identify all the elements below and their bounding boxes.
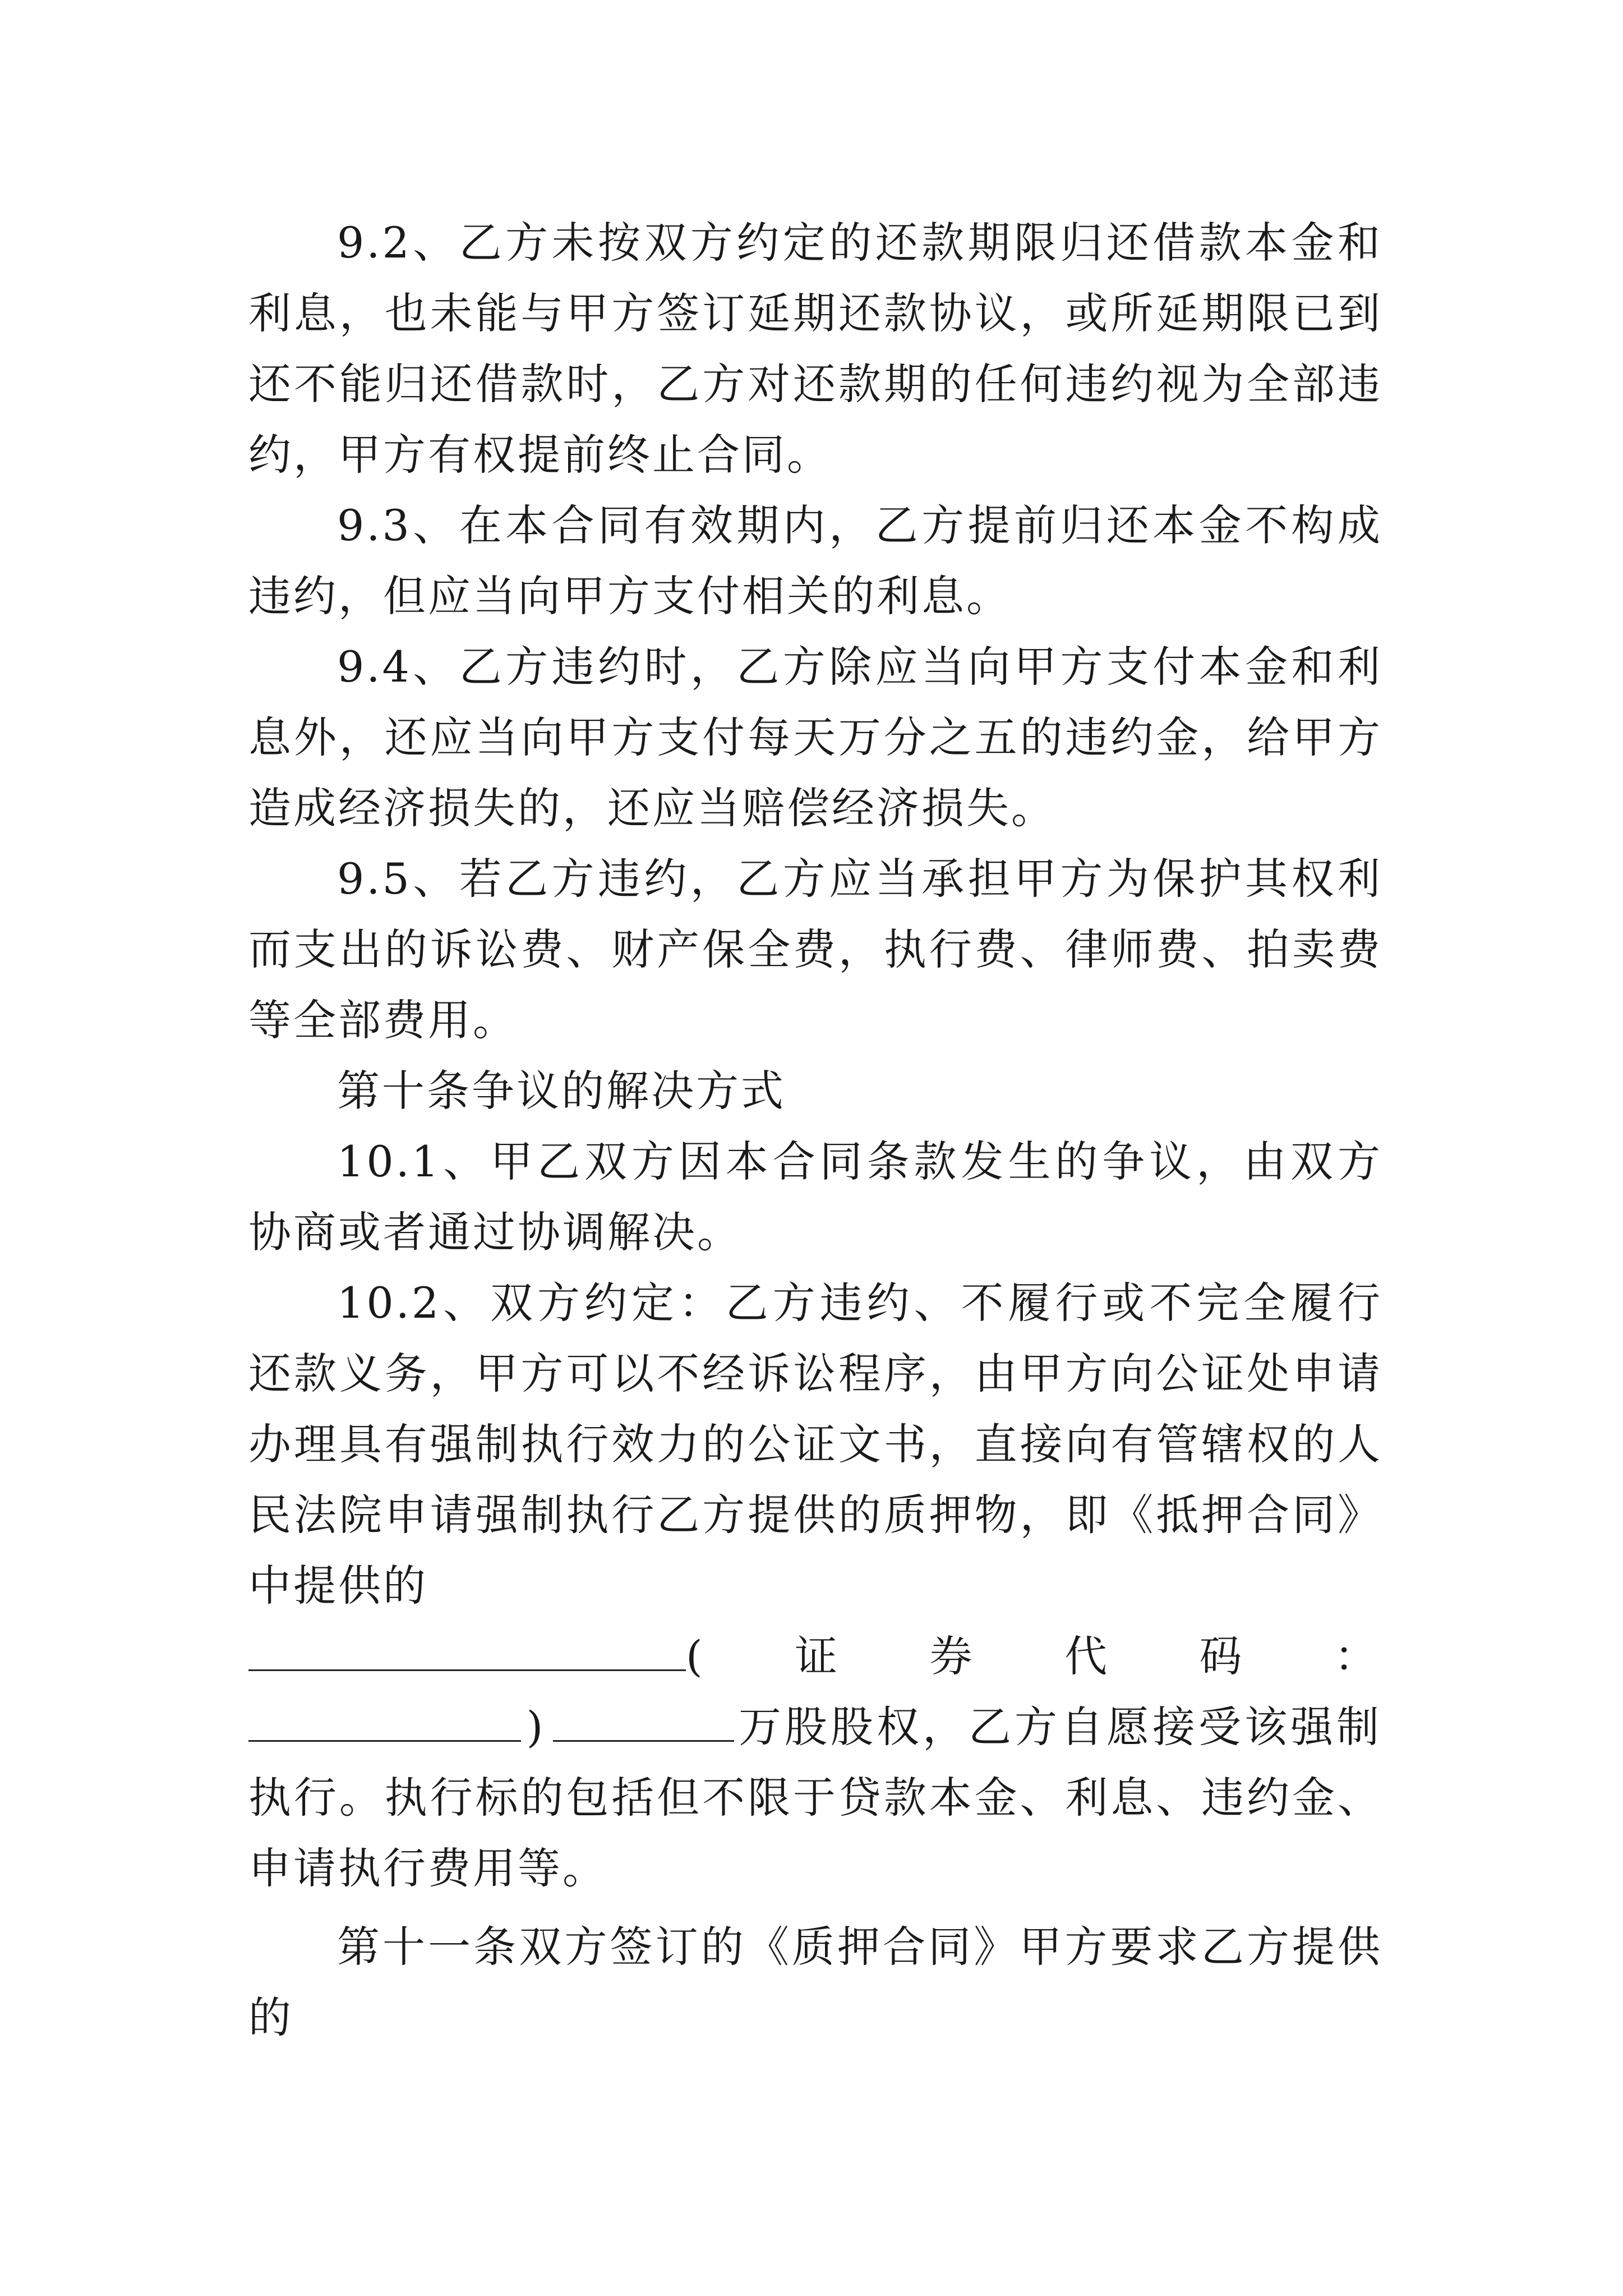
word-zheng: 证 (795, 1631, 838, 1681)
share-count-blank (553, 1696, 734, 1742)
clause-9-2: 9.2、乙方未按双方约定的还款期限归还借款本金和利息，也未能与甲方签订延期还款协议，或所延期限已到还不能归还借款时，乙方对还款期的任何违约视为全部违约，甲方有权提前终止合同。 (248, 218, 1382, 480)
word-ma: 码 (1199, 1631, 1242, 1681)
shares-line (248, 1692, 1382, 1763)
article-11-head: 第十一条双方签订的《质押合同》甲方要求乙方提供的 (248, 1922, 1382, 2042)
securities-code-blank (248, 1696, 521, 1742)
clause-10-2-tail: 执行。执行标的包括但不限于贷款本金、利息、违约金、申请执行费用等。 (248, 1773, 1382, 1893)
paren-open: ( (686, 1631, 703, 1681)
clause-9-4: 9.4、乙方违约时，乙方除应当向甲方支付本金和利息外，还应当向甲方支付每天万分之五的违约金，给甲方造成经济损失的，还应当赔偿经济损失。 (248, 642, 1382, 833)
shares-text: 万股股权，乙方自愿接受该强制 (739, 1702, 1382, 1752)
word-dai: 代 (1064, 1631, 1108, 1681)
document-page (248, 208, 1382, 2053)
clause-10-2-head: 10.2、双方约定：乙方违约、不履行或不完全履行还款义务，甲方可以不经诉讼程序，由甲方向公证处申请办理具有强制执行效力的公证文书，直接向有管辖权的人民法院申请强制执行乙方提供的质押物，即《抵押合同》中提供的 (248, 1278, 1382, 1611)
clause-9-5: 9.5、若乙方违约，乙方应当承担甲方为保护其权利而支出的诉讼费、财产保全费，执行费、律师费、拍卖费等全部费用。 (248, 854, 1382, 1045)
clause-10-1: 10.1、甲乙双方因本合同条款发生的争议，由双方协商或者通过协调解决。 (248, 1137, 1382, 1257)
securities-code-line (248, 1621, 1382, 1692)
stock-name-blank (248, 1626, 686, 1671)
clause-9-3: 9.3、在本合同有效期内，乙方提前归还本金不构成违约，但应当向甲方支付相关的利息。 (248, 500, 1382, 621)
article-10-title: 第十条争议的解决方式 (337, 1066, 786, 1116)
paren-close: ) (526, 1702, 546, 1752)
word-quan: 券 (929, 1631, 972, 1681)
colon: ： (1334, 1631, 1377, 1681)
